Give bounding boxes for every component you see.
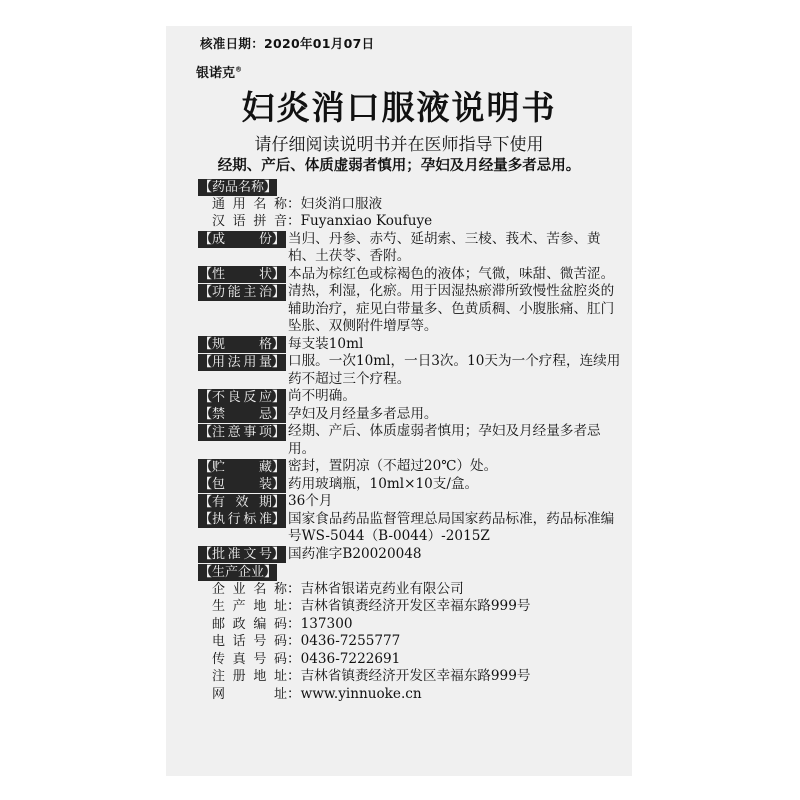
- field-value: 137300: [300, 615, 353, 632]
- section-label: 【 性 状 】: [199, 267, 285, 282]
- brand-name: [196, 62, 242, 81]
- registered-mark: ®: [235, 65, 243, 74]
- section-value: 口服。一次10ml，一日3次。10天为一个疗程，连续用药不超过三个疗程。: [288, 353, 621, 387]
- section-value: 36个月: [288, 493, 333, 509]
- field-value: 吉林省银诺克药业有限公司: [300, 580, 464, 597]
- field-value: 0436-7222691: [300, 650, 401, 667]
- field-value: www.yinnuoke.cn: [300, 685, 422, 702]
- section-label: 【 生产企业 】: [199, 564, 278, 580]
- page-title: 妇炎消口服液说明书: [241, 88, 557, 127]
- field-label: 网址: [212, 686, 287, 702]
- section-value: 经期、产后、体质虚弱者慎用；孕妇及月经量多者忌用。: [288, 423, 601, 457]
- section-label: 【 不良反应 】: [199, 389, 285, 405]
- section-row: [198, 283, 626, 336]
- field-value: 吉林省镇赉经济开发区幸福东路999号: [300, 598, 531, 614]
- section-list: [198, 231, 626, 564]
- brand-label: 银诺克: [196, 66, 236, 81]
- section-value: 当归、丹参、赤芍、延胡索、三棱、莪术、苦参、黄柏、土茯苓、香附。: [288, 230, 601, 264]
- section-row: [198, 476, 626, 494]
- section-label: 【 规 格 】: [199, 337, 285, 352]
- section-value: 国家食品药品监督管理总局国家药品标准，药品标准编号WS-5044（B-0044）-2015Z: [288, 510, 615, 544]
- section-row: [198, 511, 626, 546]
- section-label: 【 贮 藏 】: [199, 459, 285, 475]
- manufacturer-row: 传真号码 ： 0436-7222691: [198, 651, 626, 669]
- section-value: 每支装10ml: [288, 335, 364, 352]
- field-label: 传真号码: [212, 651, 287, 667]
- field-label: 通用名称: [212, 196, 287, 212]
- field-label: 电话号码: [212, 634, 287, 649]
- manufacturer-row: 注册地址 ： 吉林省镇赉经济开发区幸福东路999号: [198, 668, 626, 686]
- section-row: [198, 231, 626, 266]
- section-manufacturer: [198, 563, 626, 581]
- section-label: 【 批准文号 】: [199, 547, 285, 562]
- section-row: [198, 493, 626, 511]
- manufacturer-row: 网址 ： www.yinnuoke.cn: [198, 686, 626, 704]
- section-label: 【 药品名称 】: [199, 179, 278, 195]
- field-label: 邮政编码: [212, 616, 287, 632]
- section-value: 本品为棕红色或棕褐色的液体；气微，味甜、微苦涩。: [288, 265, 615, 282]
- section-label: 【 成 份 】: [199, 232, 285, 247]
- section-row: [198, 423, 626, 458]
- section-row: [198, 266, 626, 284]
- field-label: 企业名称: [212, 581, 287, 597]
- manufacturer-row: 电话号码 ： 0436-7255777: [198, 633, 626, 651]
- field-value: Fuyanxiao Koufuye: [300, 213, 433, 229]
- section-label: 【 执行标准 】: [199, 512, 285, 527]
- drug-name-generic: 通用名称 ： 妇炎消口服液: [198, 196, 626, 214]
- drug-name-pinyin: 汉语拼音 ： Fuyanxiao Koufuye: [198, 213, 626, 231]
- section-row: [198, 388, 626, 406]
- manufacturer-row: 企业名称 ： 吉林省银诺克药业有限公司: [198, 581, 626, 599]
- section-value: 孕妇及月经量多者忌用。: [288, 405, 438, 422]
- leaflet-sheet: [166, 26, 632, 776]
- field-label: 汉语拼音: [212, 214, 287, 229]
- field-value: 0436-7255777: [300, 633, 401, 649]
- section-value: 国药准字B20020048: [288, 545, 422, 562]
- section-drug-name: [198, 178, 626, 196]
- leaflet-content: [198, 178, 626, 703]
- approval-date: 核准日期：2020年01月07日: [200, 36, 375, 51]
- section-row: [198, 353, 626, 388]
- subtitle: 请仔细阅读说明书并在医师指导下使用: [254, 135, 544, 155]
- caution-banner: 经期、产后、体质虚弱者慎用；孕妇及月经量多者忌用。: [217, 158, 581, 174]
- section-label: 【 禁 忌 】: [199, 407, 285, 422]
- manufacturer-row: 生产地址 ： 吉林省镇赉经济开发区幸福东路999号: [198, 598, 626, 616]
- section-value: 清热，利湿，化瘀。用于因湿热瘀滞所致慢性盆腔炎的辅助治疗，症见白带量多、色黄质稠、小腹胀痛、肛门坠胀、双侧附件增厚等。: [288, 283, 615, 334]
- section-value: 尚不明确。: [288, 388, 356, 404]
- section-label: 【 用法用量 】: [199, 354, 285, 370]
- section-value: 药用玻璃瓶，10ml×10支/盒。: [288, 475, 479, 492]
- field-label: 注册地址: [212, 669, 287, 684]
- field-value: 妇炎消口服液: [300, 195, 383, 212]
- manufacturer-list: [198, 581, 626, 704]
- section-label: 【 注意事项 】: [199, 424, 285, 440]
- section-value: 密封，置阴凉（不超过20℃）处。: [288, 458, 498, 474]
- section-row: [198, 458, 626, 476]
- manufacturer-row: 邮政编码 ： 137300: [198, 616, 626, 634]
- section-label: 【 有效期 】: [199, 494, 285, 510]
- section-row: [198, 406, 626, 424]
- field-value: 吉林省镇赉经济开发区幸福东路999号: [300, 668, 531, 684]
- section-label: 【 功能主治 】: [199, 284, 285, 300]
- field-label: 生产地址: [212, 599, 287, 614]
- section-row: [198, 546, 626, 564]
- section-row: [198, 336, 626, 354]
- section-label: 【 包 装 】: [199, 477, 285, 492]
